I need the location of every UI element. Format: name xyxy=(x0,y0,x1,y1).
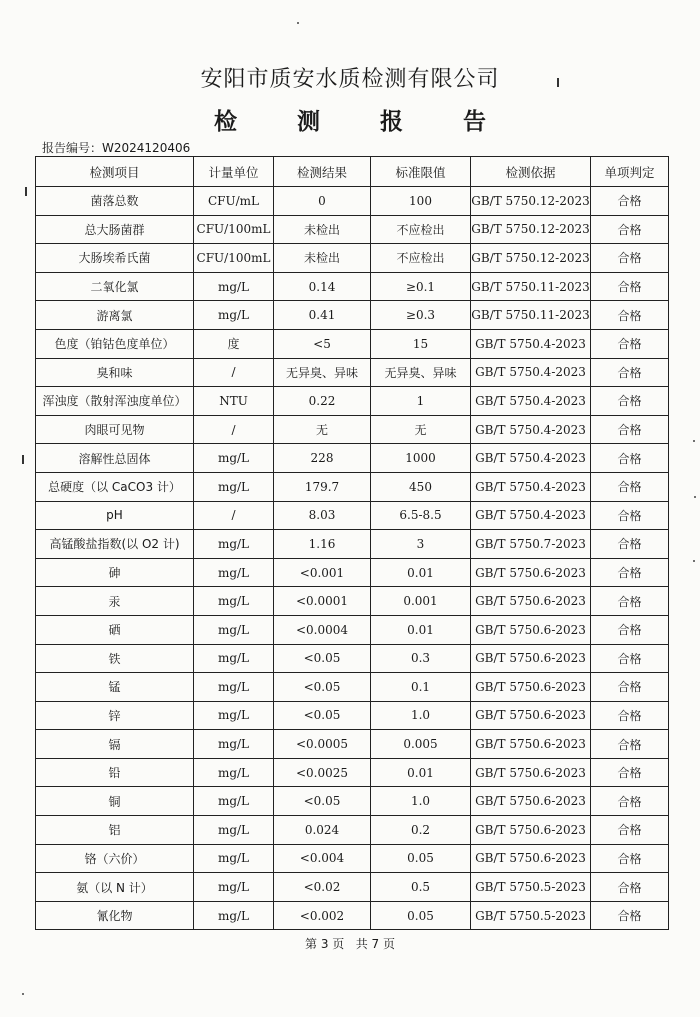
cell-result: 未检出 xyxy=(274,244,371,273)
cell-limit: 1.0 xyxy=(371,787,471,816)
cell-method: GB/T 5750.6-2023 xyxy=(471,758,591,787)
cell-method: GB/T 5750.7-2023 xyxy=(471,530,591,559)
cell-method: GB/T 5750.11-2023 xyxy=(471,301,591,330)
cell-limit: 0.5 xyxy=(371,873,471,902)
cell-result: 0 xyxy=(274,187,371,216)
table-header-row xyxy=(36,157,669,187)
cell-limit: 1.0 xyxy=(371,701,471,730)
cell-judgement: 合格 xyxy=(591,444,669,473)
cell-result: <0.0005 xyxy=(274,730,371,759)
scan-mark xyxy=(557,78,559,87)
test-results-table xyxy=(35,156,669,930)
scan-mark xyxy=(25,187,27,196)
cell-method: GB/T 5750.4-2023 xyxy=(471,501,591,530)
cell-judgement: 合格 xyxy=(591,558,669,587)
cell-judgement: 合格 xyxy=(591,301,669,330)
table-row xyxy=(36,673,669,702)
cell-limit: 3 xyxy=(371,530,471,559)
cell-method: GB/T 5750.6-2023 xyxy=(471,558,591,587)
cell-item: 总大肠菌群 xyxy=(36,215,194,244)
scan-dot xyxy=(693,440,695,442)
page-footer xyxy=(0,935,700,952)
cell-item: 锰 xyxy=(36,673,194,702)
cell-limit: 450 xyxy=(371,472,471,501)
cell-judgement: 合格 xyxy=(591,587,669,616)
cell-unit: mg/L xyxy=(194,587,274,616)
cell-limit: 无异臭、异味 xyxy=(371,358,471,387)
cell-method: GB/T 5750.6-2023 xyxy=(471,587,591,616)
scan-dot xyxy=(297,22,299,24)
cell-method: GB/T 5750.4-2023 xyxy=(471,415,591,444)
cell-judgement: 合格 xyxy=(591,415,669,444)
table-row xyxy=(36,358,669,387)
cell-method: GB/T 5750.4-2023 xyxy=(471,358,591,387)
table-row xyxy=(36,787,669,816)
cell-unit: / xyxy=(194,501,274,530)
report-title: 检 测 报 告 xyxy=(213,109,513,135)
cell-limit: 0.05 xyxy=(371,844,471,873)
cell-result: 无 xyxy=(274,415,371,444)
cell-item: 肉眼可见物 xyxy=(36,415,194,444)
cell-limit: 15 xyxy=(371,329,471,358)
cell-judgement: 合格 xyxy=(591,787,669,816)
cell-unit: mg/L xyxy=(194,558,274,587)
cell-limit: 1 xyxy=(371,387,471,416)
cell-method: GB/T 5750.5-2023 xyxy=(471,873,591,902)
cell-unit: CFU/100mL xyxy=(194,244,274,273)
cell-limit: ≥0.3 xyxy=(371,301,471,330)
cell-method: GB/T 5750.12-2023 xyxy=(471,215,591,244)
company-title: 安阳市质安水质检测有限公司 xyxy=(200,67,500,92)
cell-unit: / xyxy=(194,415,274,444)
cell-limit: ≥0.1 xyxy=(371,272,471,301)
report-number-label: 报告编号： xyxy=(42,141,103,155)
cell-judgement: 合格 xyxy=(591,387,669,416)
cell-item: 浑浊度（散射浑浊度单位） xyxy=(36,387,194,416)
cell-result: <5 xyxy=(274,329,371,358)
cell-unit: mg/L xyxy=(194,615,274,644)
cell-item: 铜 xyxy=(36,787,194,816)
cell-item: 大肠埃希氏菌 xyxy=(36,244,194,273)
cell-judgement: 合格 xyxy=(591,673,669,702)
cell-judgement: 合格 xyxy=(591,187,669,216)
table-row xyxy=(36,816,669,845)
cell-result: 228 xyxy=(274,444,371,473)
cell-unit: mg/L xyxy=(194,301,274,330)
cell-method: GB/T 5750.6-2023 xyxy=(471,615,591,644)
cell-item: 二氧化氯 xyxy=(36,272,194,301)
cell-result: <0.0004 xyxy=(274,615,371,644)
cell-method: GB/T 5750.6-2023 xyxy=(471,701,591,730)
cell-item: 臭和味 xyxy=(36,358,194,387)
page-total: 共 7 页 xyxy=(355,937,395,951)
cell-limit: 无 xyxy=(371,415,471,444)
col-header-limit: 标准限值 xyxy=(371,157,471,187)
table-row xyxy=(36,444,669,473)
cell-result: <0.02 xyxy=(274,873,371,902)
cell-limit: 0.3 xyxy=(371,644,471,673)
cell-judgement: 合格 xyxy=(591,501,669,530)
cell-judgement: 合格 xyxy=(591,530,669,559)
cell-result: <0.001 xyxy=(274,558,371,587)
table-row xyxy=(36,329,669,358)
cell-result: 0.024 xyxy=(274,816,371,845)
col-header-item: 检测项目 xyxy=(36,157,194,187)
cell-limit: 0.01 xyxy=(371,615,471,644)
cell-unit: mg/L xyxy=(194,444,274,473)
table-row xyxy=(36,530,669,559)
table-row xyxy=(36,901,669,930)
table-row xyxy=(36,758,669,787)
cell-unit: mg/L xyxy=(194,673,274,702)
table-row xyxy=(36,644,669,673)
scan-dot xyxy=(693,560,695,562)
table-row xyxy=(36,272,669,301)
cell-limit: 0.01 xyxy=(371,758,471,787)
cell-unit: mg/L xyxy=(194,701,274,730)
table-row xyxy=(36,844,669,873)
table-row xyxy=(36,701,669,730)
cell-result: 1.16 xyxy=(274,530,371,559)
cell-item: 总硬度（以 CaCO3 计） xyxy=(36,472,194,501)
cell-item: pH xyxy=(36,501,194,530)
cell-result: <0.05 xyxy=(274,644,371,673)
cell-limit: 不应检出 xyxy=(371,215,471,244)
cell-item: 溶解性总固体 xyxy=(36,444,194,473)
cell-limit: 0.1 xyxy=(371,673,471,702)
cell-unit: mg/L xyxy=(194,816,274,845)
cell-item: 菌落总数 xyxy=(36,187,194,216)
cell-judgement: 合格 xyxy=(591,844,669,873)
cell-item: 色度（铂钴色度单位） xyxy=(36,329,194,358)
cell-unit: mg/L xyxy=(194,901,274,930)
table-row xyxy=(36,215,669,244)
cell-item: 氨（以 N 计） xyxy=(36,873,194,902)
col-header-method: 检测依据 xyxy=(471,157,591,187)
cell-result: 8.03 xyxy=(274,501,371,530)
cell-item: 铁 xyxy=(36,644,194,673)
cell-item: 游离氯 xyxy=(36,301,194,330)
cell-method: GB/T 5750.6-2023 xyxy=(471,787,591,816)
scan-mark xyxy=(22,455,24,464)
cell-result: 179.7 xyxy=(274,472,371,501)
cell-method: GB/T 5750.12-2023 xyxy=(471,244,591,273)
cell-result: <0.0025 xyxy=(274,758,371,787)
cell-method: GB/T 5750.6-2023 xyxy=(471,730,591,759)
cell-judgement: 合格 xyxy=(591,215,669,244)
cell-result: <0.05 xyxy=(274,673,371,702)
table-row xyxy=(36,415,669,444)
cell-method: GB/T 5750.4-2023 xyxy=(471,472,591,501)
cell-method: GB/T 5750.4-2023 xyxy=(471,444,591,473)
cell-judgement: 合格 xyxy=(591,615,669,644)
page-number: 第 3 页 xyxy=(305,937,345,951)
cell-result: <0.004 xyxy=(274,844,371,873)
cell-judgement: 合格 xyxy=(591,701,669,730)
cell-item: 氰化物 xyxy=(36,901,194,930)
table-row xyxy=(36,873,669,902)
col-header-result: 检测结果 xyxy=(274,157,371,187)
cell-item: 汞 xyxy=(36,587,194,616)
col-header-unit: 计量单位 xyxy=(194,157,274,187)
cell-result: <0.0001 xyxy=(274,587,371,616)
cell-method: GB/T 5750.5-2023 xyxy=(471,901,591,930)
cell-unit: mg/L xyxy=(194,873,274,902)
cell-item: 锌 xyxy=(36,701,194,730)
cell-limit: 0.005 xyxy=(371,730,471,759)
cell-method: GB/T 5750.6-2023 xyxy=(471,844,591,873)
cell-unit: 度 xyxy=(194,329,274,358)
cell-judgement: 合格 xyxy=(591,272,669,301)
table-row xyxy=(36,301,669,330)
report-number-value: W2024120406 xyxy=(102,141,191,155)
cell-judgement: 合格 xyxy=(591,730,669,759)
cell-unit: mg/L xyxy=(194,272,274,301)
cell-limit: 6.5-8.5 xyxy=(371,501,471,530)
cell-limit: 100 xyxy=(371,187,471,216)
scan-dot xyxy=(22,993,24,995)
cell-limit: 0.05 xyxy=(371,901,471,930)
table-row xyxy=(36,730,669,759)
cell-method: GB/T 5750.6-2023 xyxy=(471,673,591,702)
cell-result: 0.41 xyxy=(274,301,371,330)
cell-limit: 0.001 xyxy=(371,587,471,616)
cell-limit: 1000 xyxy=(371,444,471,473)
report-number xyxy=(42,139,190,156)
cell-limit: 0.01 xyxy=(371,558,471,587)
cell-unit: mg/L xyxy=(194,787,274,816)
cell-method: GB/T 5750.4-2023 xyxy=(471,387,591,416)
cell-result: <0.002 xyxy=(274,901,371,930)
cell-judgement: 合格 xyxy=(591,358,669,387)
table-body xyxy=(36,187,669,930)
cell-unit: mg/L xyxy=(194,758,274,787)
cell-judgement: 合格 xyxy=(591,873,669,902)
scan-dot xyxy=(694,496,696,498)
cell-judgement: 合格 xyxy=(591,329,669,358)
cell-judgement: 合格 xyxy=(591,758,669,787)
cell-unit: mg/L xyxy=(194,644,274,673)
cell-unit: mg/L xyxy=(194,844,274,873)
cell-item: 硒 xyxy=(36,615,194,644)
cell-item: 铅 xyxy=(36,758,194,787)
cell-result: 0.14 xyxy=(274,272,371,301)
cell-judgement: 合格 xyxy=(591,644,669,673)
cell-item: 高锰酸盐指数(以 O2 计) xyxy=(36,530,194,559)
cell-result: <0.05 xyxy=(274,701,371,730)
col-header-judgement: 单项判定 xyxy=(591,157,669,187)
cell-unit: / xyxy=(194,358,274,387)
cell-item: 铝 xyxy=(36,816,194,845)
table-row xyxy=(36,187,669,216)
cell-unit: CFU/mL xyxy=(194,187,274,216)
cell-limit: 0.2 xyxy=(371,816,471,845)
table-row xyxy=(36,387,669,416)
cell-unit: NTU xyxy=(194,387,274,416)
cell-judgement: 合格 xyxy=(591,472,669,501)
cell-method: GB/T 5750.12-2023 xyxy=(471,187,591,216)
cell-item: 铬（六价） xyxy=(36,844,194,873)
cell-item: 镉 xyxy=(36,730,194,759)
cell-unit: mg/L xyxy=(194,472,274,501)
cell-judgement: 合格 xyxy=(591,901,669,930)
table-row xyxy=(36,558,669,587)
cell-method: GB/T 5750.11-2023 xyxy=(471,272,591,301)
cell-judgement: 合格 xyxy=(591,816,669,845)
cell-result: 未检出 xyxy=(274,215,371,244)
cell-limit: 不应检出 xyxy=(371,244,471,273)
cell-item: 砷 xyxy=(36,558,194,587)
cell-result: <0.05 xyxy=(274,787,371,816)
table-row xyxy=(36,587,669,616)
cell-method: GB/T 5750.6-2023 xyxy=(471,644,591,673)
cell-method: GB/T 5750.6-2023 xyxy=(471,816,591,845)
table-row xyxy=(36,615,669,644)
cell-result: 0.22 xyxy=(274,387,371,416)
table-row xyxy=(36,244,669,273)
cell-result: 无异臭、异味 xyxy=(274,358,371,387)
cell-judgement: 合格 xyxy=(591,244,669,273)
cell-method: GB/T 5750.4-2023 xyxy=(471,329,591,358)
table-row xyxy=(36,501,669,530)
cell-unit: mg/L xyxy=(194,530,274,559)
cell-unit: CFU/100mL xyxy=(194,215,274,244)
cell-unit: mg/L xyxy=(194,730,274,759)
table-row xyxy=(36,472,669,501)
